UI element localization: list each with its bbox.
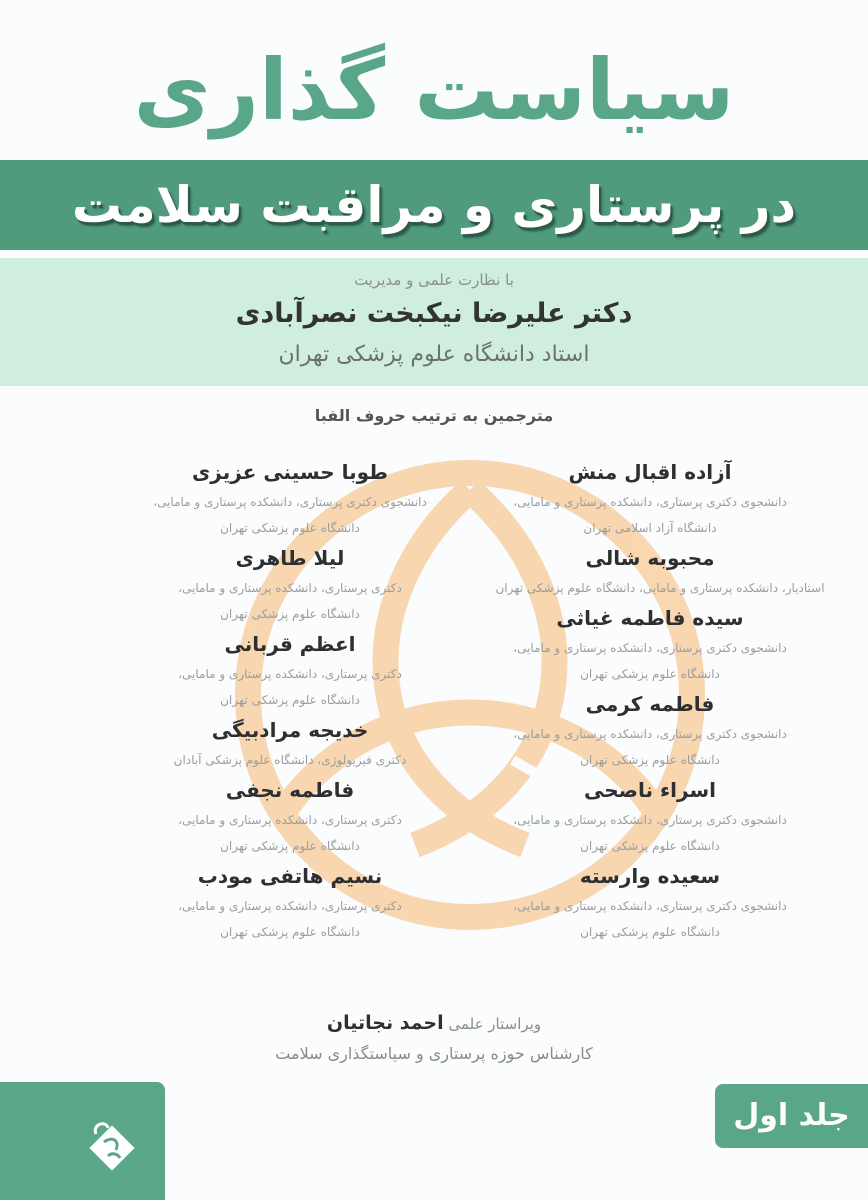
supervision-label: با نظارت علمی و مدیریت [354,271,514,289]
translator-affiliation: دکتری فیزیولوژی، دانشگاه علوم پزشکی آبادان [173,753,407,767]
translator-affiliation: دانشجوی دکتری پرستاری، دانشکده پرستاری و مامایی، [153,495,427,509]
translator-affiliation: دکتری پرستاری، دانشکده پرستاری و مامایی، [178,899,402,913]
editor-title: کارشناس حوزه پرستاری و سیاستگذاری سلامت [275,1044,593,1063]
translator-name: لیلا طاهری [235,546,345,570]
translator-affiliation: دانشجوی دکتری پرستاری، دانشکده پرستاری و مامایی، [513,495,787,509]
translator-entry [110,773,470,859]
translator-name: آزاده اقبال منش [568,460,732,484]
translator-affiliation: دانشگاه علوم پزشکی تهران [220,839,360,853]
translator-entry [470,687,830,773]
book-title: سیاست گذاری [133,41,735,139]
translator-entry [110,713,470,773]
translator-affiliation: دانشگاه آزاد اسلامی تهران [583,521,717,535]
book-subtitle: در پرستاری و مراقبت سلامت [71,176,797,234]
translator-affiliation: دکتری پرستاری، دانشکده پرستاری و مامایی، [178,667,402,681]
translator-entry [470,455,830,541]
translator-entry [470,773,830,859]
translator-affiliation: دانشگاه علوم پزشکی تهران [220,607,360,621]
translator-name: فاطمه نجفی [225,778,355,802]
translator-affiliation: دانشگاه علوم پزشکی تهران [580,839,720,853]
translator-affiliation: دانشگاه علوم پزشکی تهران [220,521,360,535]
translator-affiliation: استادیار، دانشکده پرستاری و مامایی، دانشگاه علوم پزشکی تهران [495,581,825,595]
supervisor-name: دکتر علیرضا نیکبخت نصرآبادی [235,298,633,329]
translator-affiliation: دانشگاه علوم پزشکی تهران [580,667,720,681]
subtitle-band [0,160,868,250]
translator-affiliation: دانشجوی دکتری پرستاری، دانشکده پرستاری و مامایی، [513,727,787,741]
translators-left-column [110,455,470,945]
translator-name: نسیم هاتفی مودب [197,864,383,888]
editor-label: ویراستار علمی [448,1015,542,1033]
translator-name: اعظم قربانی [224,632,356,656]
translator-affiliation: دانشجوی دکتری پرستاری، دانشکده پرستاری و مامایی، [513,813,787,827]
translator-name: فاطمه کرمی [585,692,715,716]
publisher-logo-icon [82,1118,142,1178]
translator-affiliation: دکتری پرستاری، دانشکده پرستاری و مامایی، [178,581,402,595]
translator-affiliation: دانشجوی دکتری پرستاری، دانشکده پرستاری و مامایی، [513,899,787,913]
translator-affiliation: دانشجوی دکتری پرستاری، دانشکده پرستاری و مامایی، [513,641,787,655]
translator-affiliation: دکتری پرستاری، دانشکده پرستاری و مامایی، [178,813,402,827]
supervision-band [0,258,868,386]
translator-name: محبوبه شالی [585,546,715,570]
translator-entry [110,859,470,945]
translator-affiliation: دانشگاه علوم پزشکی تهران [580,753,720,767]
translator-affiliation: دانشگاه علوم پزشکی تهران [580,925,720,939]
translator-affiliation: دانشگاه علوم پزشکی تهران [220,693,360,707]
supervisor-title: استاد دانشگاه علوم پزشکی تهران [278,342,590,367]
translator-name: اسراء ناصحی [583,778,716,802]
translator-entry [470,541,830,601]
translator-entry [110,627,470,713]
translator-entry [470,601,830,687]
editor-line [0,1008,868,1039]
publisher-box [0,1082,165,1200]
editor-name: احمد نجاتیان [326,1012,444,1034]
translator-affiliation: دانشگاه علوم پزشکی تهران [220,925,360,939]
translator-entry [470,859,830,945]
translator-name: طوبا حسینی عزیزی [191,460,389,484]
translator-entry [110,541,470,627]
translator-entry [110,455,470,541]
translator-name: سیده فاطمه غیاثی [556,606,744,630]
volume-badge: جلد اول [715,1084,868,1148]
translator-name: خدیجه مرادبیگی [211,718,369,742]
translators-heading: مترجمین به ترتیب حروف الفبا [314,406,554,425]
translators-right-column [470,455,830,945]
translator-name: سعیده وارسته [579,864,721,888]
